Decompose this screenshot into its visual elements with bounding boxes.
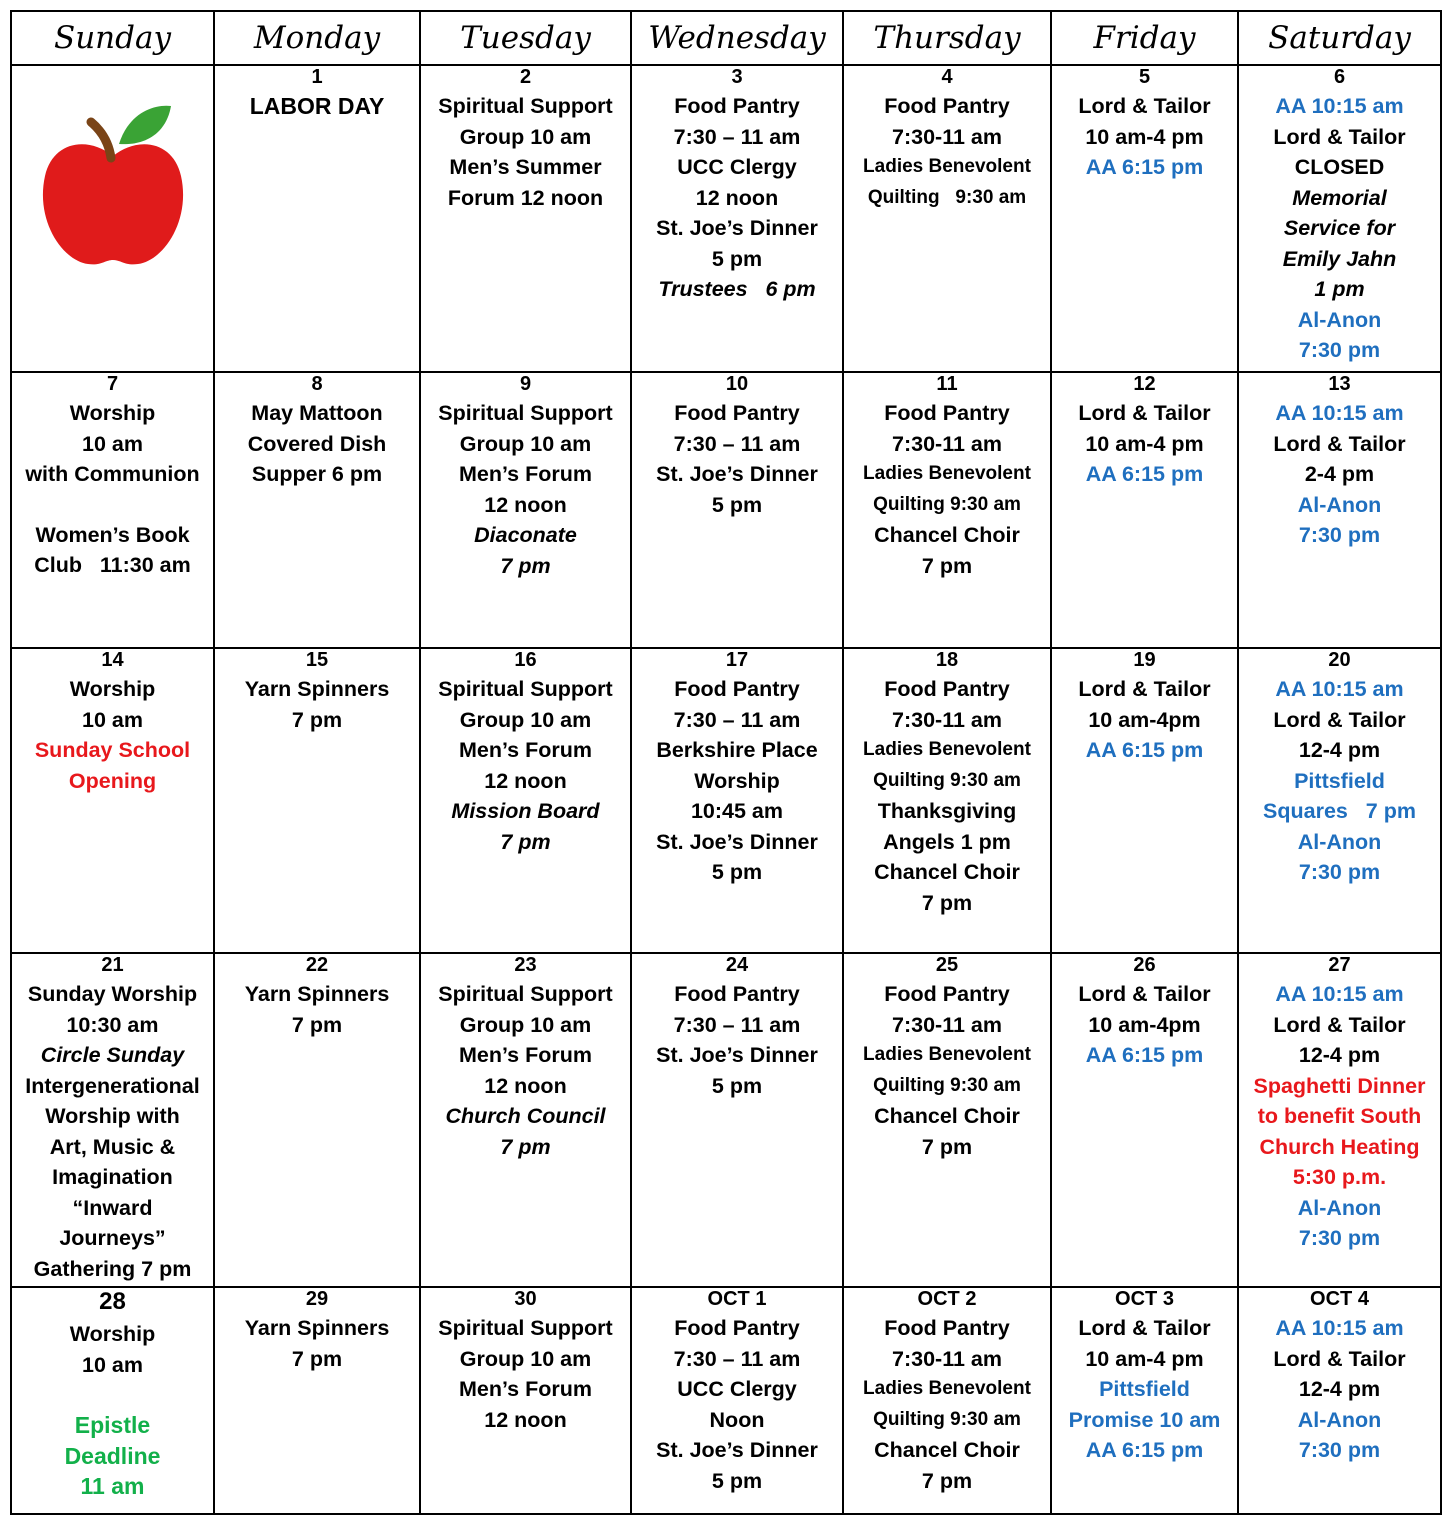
event-text: 10 am [82, 707, 143, 732]
day-number: 28 [99, 1288, 126, 1315]
calendar-week-row [11, 953, 1441, 1287]
event-text: 12-4 pm [1298, 1377, 1381, 1401]
event-text: Quilting 9:30 am [867, 186, 1027, 208]
day-events [632, 373, 842, 520]
calendar-day-cell [843, 372, 1051, 648]
event-text: Deadline [64, 1442, 161, 1469]
event-text: 7:30-11 am [892, 1012, 1002, 1037]
day-events [215, 1288, 419, 1374]
event-text: AA 6:15 pm [1085, 1043, 1204, 1067]
calendar-day-cell [843, 953, 1051, 1287]
event-text: Food Pantry [674, 401, 800, 425]
event-text: Food Pantry [884, 982, 1010, 1006]
event-text: 5 pm [711, 1468, 763, 1493]
event-text: Gathering 7 pm [33, 1256, 192, 1281]
calendar-day-cell [843, 1287, 1051, 1514]
event-text: 7:30-11 am [892, 1346, 1002, 1371]
day-number: 16 [514, 649, 537, 671]
day-number: OCT 3 [1115, 1288, 1174, 1310]
calendar-day-cell [420, 648, 631, 953]
event-text: Women’s Book [35, 522, 190, 547]
day-number: 14 [101, 649, 124, 671]
event-text: Yarn Spinners [244, 1316, 390, 1340]
day-events [215, 66, 419, 122]
event-text: Yarn Spinners [244, 982, 390, 1006]
event-text: Quilting 9:30 am [873, 493, 1021, 515]
calendar-day-cell [1051, 65, 1238, 372]
event-text: 12 noon [484, 492, 567, 517]
calendar-day-cell [843, 65, 1051, 372]
event-text: 7 pm [921, 1134, 973, 1159]
weekday-header: Tuesday [420, 11, 631, 65]
event-text: Group 10 am [459, 124, 592, 149]
day-number: OCT 1 [707, 1288, 767, 1310]
day-number: 4 [941, 66, 953, 88]
day-number: 22 [305, 954, 329, 976]
day-number: 26 [1133, 954, 1156, 976]
day-events [1239, 649, 1440, 888]
event-text: 12-4 pm [1298, 738, 1381, 762]
event-text: Group 10 am [459, 1012, 592, 1037]
calendar-day-cell [631, 372, 843, 648]
event-text: Mission Board [451, 799, 600, 823]
event-text: Quilting 9:30 am [873, 1408, 1021, 1430]
event-text: Trustees 6 pm [658, 277, 816, 301]
event-text: 10:30 am [66, 1012, 159, 1037]
event-text: Ladies Benevolent [863, 1378, 1031, 1399]
event-text: Worship [69, 1322, 156, 1346]
event-text: Promise 10 am [1068, 1407, 1221, 1432]
event-text: 1 pm [1314, 277, 1365, 301]
event-text: Epistle [74, 1412, 151, 1438]
event-text: Food Pantry [884, 1316, 1010, 1340]
day-events [844, 1288, 1050, 1496]
event-text: Group 10 am [459, 1346, 592, 1371]
event-text: Lord & Tailor [1078, 401, 1211, 425]
event-text: Lord & Tailor [1273, 707, 1406, 732]
event-text: Opening [68, 768, 157, 793]
event-text: 12 noon [695, 185, 779, 210]
day-number: 5 [1138, 66, 1151, 88]
event-text: Lord & Tailor [1078, 982, 1211, 1006]
event-text: Noon [709, 1407, 765, 1432]
weekday-header: Friday [1051, 11, 1238, 65]
event-text: Lord & Tailor [1273, 1346, 1406, 1371]
event-text: Lord & Tailor [1273, 124, 1406, 149]
day-events [215, 954, 419, 1040]
event-text: St. Joe’s Dinner [656, 1438, 818, 1462]
calendar-day-cell [1238, 648, 1441, 953]
event-text: May Mattoon [251, 401, 383, 425]
event-text: 5:30 p.m. [1292, 1165, 1387, 1189]
event-text: 5 pm [711, 492, 763, 517]
event-text: 10 am [82, 431, 143, 456]
event-text: Imagination [52, 1165, 173, 1189]
event-text: St. Joe’s Dinner [656, 216, 818, 240]
event-text: 7 pm [291, 707, 343, 732]
day-number: 30 [514, 1288, 537, 1310]
weekday-header: Sunday [11, 11, 214, 65]
day-events [421, 373, 630, 581]
event-text: Ladies Benevolent [863, 739, 1031, 760]
event-text: “Inward [72, 1195, 153, 1220]
day-events [421, 66, 630, 213]
calendar-day-cell [420, 953, 631, 1287]
event-text: Church Council [445, 1104, 606, 1128]
day-number: 10 [725, 373, 749, 395]
event-text: Journeys” [59, 1226, 166, 1250]
weekday-header: Saturday [1238, 11, 1441, 65]
day-events [1052, 1288, 1237, 1466]
weekday-header: Wednesday [631, 11, 843, 65]
event-text: Food Pantry [884, 401, 1010, 425]
event-text: Men’s Summer [449, 155, 602, 179]
day-events [215, 373, 419, 490]
calendar-week-row [11, 1287, 1441, 1514]
event-text: Art, Music & [49, 1134, 176, 1159]
weekday-header: Thursday [843, 11, 1051, 65]
event-text: AA 6:15 pm [1085, 462, 1204, 486]
event-text: Lord & Tailor [1078, 1316, 1211, 1340]
day-events [844, 954, 1050, 1162]
day-number: 11 [936, 373, 958, 395]
calendar-day-cell [631, 648, 843, 953]
event-text: UCC Clergy [677, 155, 797, 179]
day-events [12, 954, 213, 1284]
calendar-day-cell [214, 648, 420, 953]
event-text: Spiritual Support [438, 1316, 613, 1340]
calendar-week-row [11, 372, 1441, 648]
event-text: 2-4 pm [1304, 462, 1375, 486]
calendar-day-cell [11, 648, 214, 953]
day-number: 1 [311, 66, 323, 88]
event-text: 7:30 – 11 am [673, 707, 801, 732]
event-text: Chancel Choir [874, 1438, 1020, 1462]
event-text: Service for [1283, 216, 1396, 240]
event-text: Al-Anon [1297, 829, 1382, 854]
weekday-header: Monday [214, 11, 420, 65]
event-text: Lord & Tailor [1273, 1012, 1406, 1037]
event-text: Lord & Tailor [1273, 431, 1406, 456]
event-text: Food Pantry [674, 677, 800, 701]
event-text: Spiritual Support [438, 677, 613, 701]
event-text: Spaghetti Dinner [1253, 1073, 1426, 1098]
event-text: Group 10 am [459, 707, 592, 732]
event-text: Spiritual Support [438, 401, 613, 425]
event-text: 10 am [82, 1352, 143, 1377]
day-number: OCT 2 [917, 1288, 977, 1310]
event-text: 7:30 – 11 am [673, 1346, 801, 1371]
event-text: Worship [69, 677, 156, 701]
event-text: 7:30 – 11 am [673, 431, 801, 456]
day-events [844, 649, 1050, 918]
calendar-day-cell [1238, 953, 1441, 1287]
event-text: 10 am-4 pm [1085, 431, 1204, 456]
event-text: Club 11:30 am [34, 553, 191, 577]
event-text: 7:30 pm [1298, 1226, 1381, 1250]
spacer [14, 490, 211, 520]
event-text: 11 am [80, 1473, 145, 1499]
event-text: Spiritual Support [438, 94, 613, 118]
event-text: Intergenerational [25, 1073, 200, 1098]
calendar-body [11, 65, 1441, 1514]
event-text: Food Pantry [674, 982, 800, 1006]
event-text: Al-Anon [1297, 1407, 1382, 1432]
day-number: OCT 4 [1310, 1288, 1369, 1310]
calendar-day-cell [631, 65, 843, 372]
event-text: Supper 6 pm [251, 462, 383, 486]
day-events [1239, 373, 1440, 551]
event-text: 7 pm [500, 829, 551, 854]
calendar-day-cell [11, 1287, 214, 1514]
day-number: 2 [519, 66, 532, 88]
event-text: Berkshire Place [656, 738, 818, 762]
event-text: Sunday School [34, 738, 191, 762]
day-number: 6 [1333, 66, 1346, 88]
calendar-day-cell [214, 953, 420, 1287]
event-text: 12 noon [484, 1407, 567, 1432]
calendar-day-cell [11, 953, 214, 1287]
event-text: Circle Sunday [40, 1043, 185, 1067]
calendar-day-cell [1238, 65, 1441, 372]
event-text: Chancel Choir [874, 523, 1020, 547]
event-text: 7 pm [921, 1468, 973, 1493]
day-events [1052, 649, 1237, 766]
event-text: Lord & Tailor [1078, 677, 1211, 701]
event-text: AA 10:15 am [1275, 1316, 1404, 1340]
day-events [12, 373, 213, 581]
event-text: CLOSED [1294, 155, 1385, 179]
event-text: 5 pm [711, 1073, 763, 1098]
calendar-day-cell [214, 1287, 420, 1514]
event-text: Food Pantry [674, 94, 800, 118]
event-text: to benefit South [1257, 1104, 1422, 1128]
day-events [632, 1288, 842, 1496]
event-text: Men’s Forum [459, 738, 592, 762]
calendar-day-cell [420, 372, 631, 648]
day-events [1239, 66, 1440, 366]
day-events [1239, 1288, 1440, 1466]
day-number: 23 [514, 954, 537, 976]
event-text: Sunday Worship [27, 982, 198, 1006]
calendar-day-cell [1238, 372, 1441, 648]
event-text: 7:30 pm [1298, 523, 1381, 547]
event-text: Men’s Forum [459, 1377, 592, 1401]
day-number: 17 [725, 649, 749, 671]
event-text: Thanksgiving [877, 799, 1017, 823]
day-number: 29 [305, 1288, 329, 1310]
event-text: Quilting 9:30 am [873, 1074, 1021, 1096]
calendar-day-cell [420, 1287, 631, 1514]
event-text: 7 pm [500, 1134, 551, 1159]
day-number: 18 [935, 649, 959, 671]
apple-icon [33, 86, 193, 286]
event-text: Angels 1 pm [883, 829, 1011, 854]
event-text: AA 10:15 am [1275, 677, 1404, 701]
event-text: Al-Anon [1297, 1195, 1382, 1220]
day-events [421, 954, 630, 1162]
event-text: 7 pm [921, 890, 973, 915]
day-number: 24 [725, 954, 749, 976]
event-text: Spiritual Support [438, 982, 613, 1006]
event-text: Memorial [1292, 185, 1387, 210]
event-text: 7:30 pm [1298, 338, 1381, 362]
event-text: 10 am-4 pm [1085, 1346, 1204, 1371]
event-text: Diaconate [474, 523, 577, 547]
day-events [12, 649, 213, 796]
event-text: 7:30 pm [1298, 860, 1381, 884]
day-events [844, 66, 1050, 213]
calendar-day-cell [843, 648, 1051, 953]
calendar-day-cell [1051, 648, 1238, 953]
day-events [421, 1288, 630, 1435]
calendar-week-row [11, 648, 1441, 953]
day-events [215, 649, 419, 735]
event-text: Al-Anon [1297, 492, 1382, 517]
event-text: AA 6:15 pm [1085, 155, 1204, 179]
day-number: 21 [101, 954, 124, 976]
event-text: Quilting 9:30 am [873, 769, 1021, 791]
calendar-day-cell [1051, 372, 1238, 648]
event-text: 10:45 am [690, 799, 784, 823]
event-text: Worship [69, 401, 156, 425]
event-text: Food Pantry [884, 677, 1010, 701]
spacer [14, 1380, 211, 1410]
calendar-day-cell [214, 372, 420, 648]
event-text: UCC Clergy [677, 1377, 797, 1401]
day-number: 25 [935, 954, 959, 976]
event-text: Group 10 am [459, 431, 592, 456]
weekday-header-row [11, 11, 1441, 65]
day-events [1052, 373, 1237, 490]
event-text: with Communion [25, 462, 200, 486]
day-number: 19 [1133, 649, 1156, 671]
calendar-day-cell [1051, 1287, 1238, 1514]
day-number: 12 [1133, 373, 1156, 395]
calendar-day-cell [1051, 953, 1238, 1287]
calendar-day-cell [631, 953, 843, 1287]
event-text: Chancel Choir [874, 1104, 1020, 1128]
event-text: Covered Dish [247, 431, 387, 456]
event-text: 7 pm [921, 553, 973, 578]
event-text: AA 10:15 am [1275, 401, 1404, 425]
day-number: 9 [519, 373, 532, 395]
calendar-day-cell [11, 372, 214, 648]
calendar-day-cell [420, 65, 631, 372]
day-events [1239, 954, 1440, 1254]
event-text: Lord & Tailor [1078, 94, 1211, 118]
event-text: Yarn Spinners [244, 677, 390, 701]
event-text: 7:30 pm [1298, 1438, 1381, 1462]
event-text: Church Heating [1259, 1134, 1420, 1159]
event-text: AA 10:15 am [1275, 94, 1404, 118]
day-number: 15 [305, 649, 329, 671]
event-text: Forum 12 noon [447, 185, 604, 210]
calendar-day-cell [214, 65, 420, 372]
event-text: Pittsfield [1294, 768, 1385, 793]
event-text: 7 pm [291, 1012, 343, 1037]
day-number: 3 [731, 66, 743, 88]
event-text: 7:30-11 am [892, 431, 1002, 456]
event-text: 7:30 – 11 am [673, 1012, 801, 1037]
day-events [632, 649, 842, 888]
calendar-day-cell [1238, 1287, 1441, 1514]
event-text: Ladies Benevolent [863, 463, 1031, 484]
event-text: 5 pm [711, 860, 763, 884]
event-text: Food Pantry [884, 94, 1010, 118]
calendar-week-row [11, 65, 1441, 372]
event-text: 12-4 pm [1298, 1043, 1381, 1067]
event-text: Chancel Choir [874, 860, 1020, 884]
event-text: 10 am-4 pm [1085, 124, 1204, 149]
calendar-table [10, 10, 1442, 1515]
event-text: Food Pantry [674, 1316, 800, 1340]
day-events [844, 373, 1050, 581]
day-events [421, 649, 630, 857]
event-text: Men’s Forum [459, 1043, 592, 1067]
event-text: Al-Anon [1297, 307, 1382, 332]
event-text: 7 pm [500, 553, 551, 578]
event-text: Worship with [45, 1104, 180, 1128]
day-events [632, 66, 842, 305]
event-text: Emily Jahn [1282, 246, 1397, 271]
event-text: Ladies Benevolent [863, 1044, 1031, 1065]
event-text: St. Joe’s Dinner [656, 1043, 818, 1067]
event-text: 7:30 – 11 am [673, 124, 801, 149]
day-events [632, 954, 842, 1101]
event-text: LABOR DAY [249, 93, 385, 119]
day-number: 20 [1328, 649, 1351, 671]
calendar-day-cell [631, 1287, 843, 1514]
event-text: 12 noon [484, 1073, 567, 1098]
day-number: 8 [311, 373, 323, 395]
event-text: Worship [694, 768, 780, 793]
event-text: 10 am-4pm [1088, 707, 1201, 732]
event-text: AA 6:15 pm [1085, 1438, 1204, 1462]
event-text: Squares 7 pm [1263, 799, 1416, 823]
day-number: 7 [106, 373, 119, 395]
event-text: Ladies Benevolent [863, 156, 1031, 177]
day-events [12, 86, 213, 286]
event-text: 7:30-11 am [892, 707, 1002, 732]
day-number: 27 [1328, 954, 1351, 976]
day-events [12, 1288, 213, 1502]
event-text: 12 noon [484, 768, 567, 793]
event-text: Men’s Forum [459, 462, 592, 486]
day-events [1052, 954, 1237, 1071]
calendar-day-cell [11, 65, 214, 372]
event-text: St. Joe’s Dinner [656, 829, 818, 854]
event-text: Pittsfield [1099, 1377, 1190, 1401]
event-text: 7:30-11 am [892, 124, 1002, 149]
event-text: St. Joe’s Dinner [656, 462, 818, 486]
event-text: 7 pm [291, 1346, 343, 1371]
event-text: AA 10:15 am [1275, 982, 1404, 1006]
event-text: 10 am-4pm [1088, 1012, 1201, 1037]
event-text: 5 pm [711, 246, 763, 271]
day-events [1052, 66, 1237, 183]
day-number: 13 [1328, 373, 1351, 395]
event-text: AA 6:15 pm [1085, 738, 1204, 762]
